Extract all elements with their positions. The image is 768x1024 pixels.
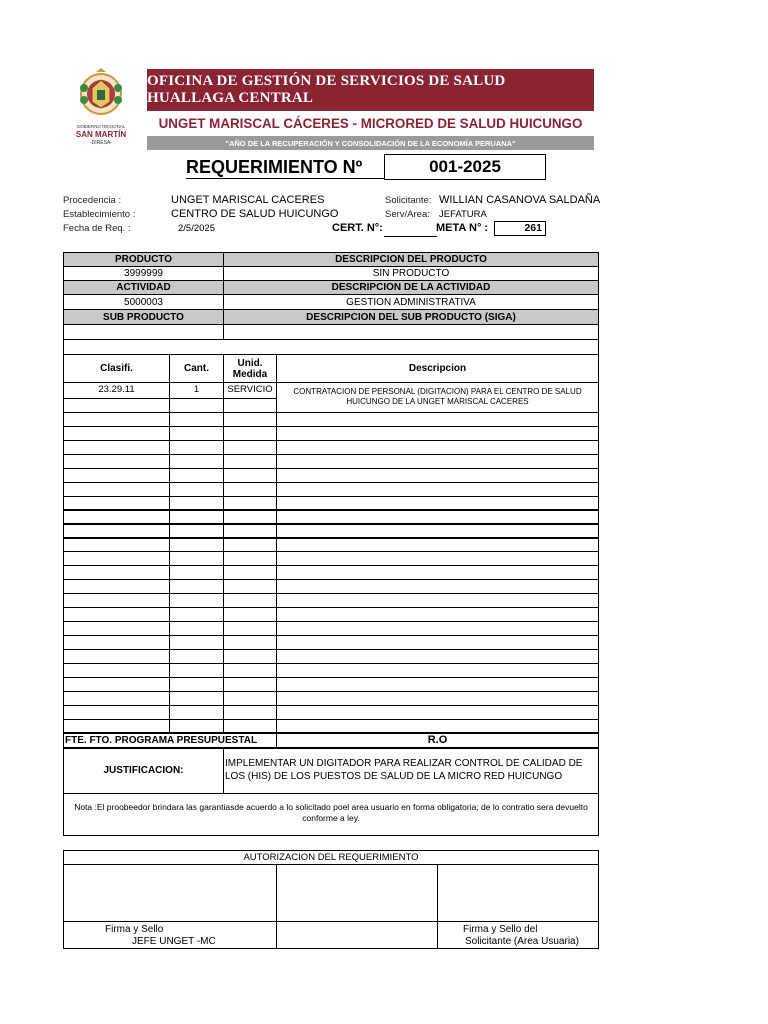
auth-title: AUTORIZACION DEL REQUERIMIENTO	[63, 850, 599, 865]
regional-government-logo	[70, 66, 132, 152]
nota: Nota :El proobeedor brindara las garantiasde acuerdo a lo solicitado poel area usuario en forma obligatoria; de lo contratio sera devuelto conforme a ley.	[63, 793, 599, 836]
requirement-table	[63, 252, 599, 836]
requerimiento-number: 001-2025	[384, 154, 546, 180]
empty-cell	[63, 426, 170, 441]
empty-cell	[276, 440, 599, 455]
col-unid-header: Unid. Medida	[223, 354, 277, 383]
empty-cell	[223, 398, 277, 413]
empty-cell	[63, 496, 170, 511]
empty-cell	[223, 705, 277, 720]
firma-solic-line2: Solicitante (Area Usuaria)	[465, 936, 579, 947]
empty-cell	[276, 412, 599, 427]
item-clasif: 23.29.11	[63, 382, 170, 399]
meta-value: 261	[494, 221, 546, 236]
fecha-label: Fecha de Req. :	[63, 223, 131, 234]
empty-cell	[223, 649, 277, 664]
firma-solicitante	[437, 921, 599, 949]
auth-sign-box-solicitante	[437, 864, 599, 922]
col-clasif-header: Clasifi.	[63, 354, 170, 383]
empty-cell	[223, 426, 277, 441]
empty-cell	[169, 398, 224, 413]
empty-cell	[63, 412, 170, 427]
empty-cell	[63, 538, 170, 553]
subproducto-desc-header: DESCRIPCION DEL SUB PRODUCTO (SIGA)	[223, 309, 599, 325]
justificacion-value: IMPLEMENTAR UN DIGITADOR PARA REALIZAR CONTROL DE CALIDAD DE LOS (HIS) DE LOS PUESTOS DE SALUD DE LA MICRO RED HUICUNGO	[223, 747, 599, 794]
empty-cell	[169, 705, 224, 720]
empty-cell	[276, 468, 599, 483]
empty-cell	[223, 663, 277, 678]
empty-cell	[169, 663, 224, 678]
empty-cell	[276, 663, 599, 678]
empty-cell	[169, 677, 224, 692]
empty-cell	[169, 691, 224, 706]
cert-label: CERT. N°:	[332, 222, 383, 234]
servarea-label: Serv/Area:	[385, 209, 430, 220]
actividad-value: 5000003	[63, 294, 224, 310]
empty-cell	[223, 468, 277, 483]
empty-cell	[276, 551, 599, 566]
empty-cell	[63, 607, 170, 622]
actividad-header: ACTIVIDAD	[63, 280, 224, 295]
empty-cell	[276, 677, 599, 692]
empty-cell	[169, 524, 224, 539]
empty-cell	[276, 482, 599, 497]
subproducto-value	[63, 324, 224, 340]
empty-cell	[276, 496, 599, 511]
empty-cell	[169, 426, 224, 441]
procedencia-value: UNGET MARISCAL CACERES	[171, 194, 325, 206]
empty-cell	[223, 565, 277, 580]
producto-header: PRODUCTO	[63, 252, 224, 267]
empty-cell	[223, 593, 277, 608]
firma-jefe-line1: Firma y Sello	[105, 924, 164, 935]
cert-blank-line	[384, 236, 437, 237]
actividad-desc-value: GESTION ADMINISTRATIVA	[223, 294, 599, 310]
empty-cell	[63, 579, 170, 594]
subproducto-desc-value	[223, 324, 599, 340]
empty-cell	[276, 510, 599, 525]
empty-cell	[276, 691, 599, 706]
empty-cell	[169, 649, 224, 664]
item-desc: CONTRATACION DE PERSONAL (DIGITACION) PARA EL CENTRO DE SALUD HUICUNGO DE LA UNGET MARISCAL CACERES	[276, 382, 599, 413]
establecimiento-value: CENTRO DE SALUD HUICUNGO	[171, 208, 339, 220]
empty-cell	[276, 426, 599, 441]
empty-cell	[169, 621, 224, 636]
producto-value: 3999999	[63, 266, 224, 281]
logo-text-line3: -DIRESA-	[90, 140, 112, 146]
empty-cell	[169, 593, 224, 608]
firma-middle	[276, 921, 438, 949]
fte-label: FTE. FTO. PROGRAMA PRESUPUESTAL	[63, 732, 277, 749]
empty-cell	[276, 454, 599, 469]
empty-cell	[63, 649, 170, 664]
empty-cell	[223, 635, 277, 650]
firma-jefe-line2: JEFE UNGET -MC	[132, 936, 216, 947]
procedencia-label: Procedencia :	[63, 195, 122, 206]
auth-sign-box-jefe	[63, 864, 277, 922]
empty-cell	[63, 621, 170, 636]
empty-cell	[223, 524, 277, 539]
item-cant: 1	[169, 382, 224, 399]
empty-cell	[63, 551, 170, 566]
fecha-value: 2/5/2025	[178, 223, 215, 234]
empty-cell	[63, 524, 170, 539]
producto-desc-header: DESCRIPCION DEL PRODUCTO	[223, 252, 599, 267]
empty-cell	[63, 691, 170, 706]
authorization-table	[63, 850, 599, 949]
servarea-value: JEFATURA	[439, 209, 487, 220]
empty-cell	[63, 663, 170, 678]
empty-cell	[63, 635, 170, 650]
empty-cell	[276, 579, 599, 594]
empty-cell	[63, 440, 170, 455]
empty-cell	[276, 621, 599, 636]
empty-cell	[169, 565, 224, 580]
solicitante-label: Solicitante:	[385, 195, 432, 206]
empty-cell	[223, 510, 277, 525]
empty-cell	[223, 579, 277, 594]
meta-label: META N° :	[436, 222, 489, 234]
empty-cell	[169, 482, 224, 497]
empty-cell	[63, 482, 170, 497]
requerimiento-label: REQUERIMIENTO Nº	[186, 157, 363, 177]
empty-cell	[223, 412, 277, 427]
empty-cell	[63, 510, 170, 525]
empty-cell	[223, 607, 277, 622]
empty-cell	[223, 496, 277, 511]
empty-cell	[169, 635, 224, 650]
title-underline	[186, 178, 384, 179]
empty-cell	[63, 454, 170, 469]
empty-cell	[276, 649, 599, 664]
empty-cell	[169, 468, 224, 483]
empty-cell	[63, 468, 170, 483]
empty-cell	[223, 677, 277, 692]
establecimiento-label: Establecimiento :	[63, 209, 136, 220]
banner-slogan: "AÑO DE LA RECUPERACIÓN Y CONSOLIDACIÓN DE LA ECONOMÍA PERUANA"	[147, 136, 594, 150]
empty-cell	[276, 705, 599, 720]
actividad-desc-header: DESCRIPCION DE LA ACTIVIDAD	[223, 280, 599, 295]
empty-cell	[223, 621, 277, 636]
empty-cell	[63, 705, 170, 720]
firma-jefe	[63, 921, 277, 949]
empty-cell	[276, 538, 599, 553]
empty-cell	[276, 607, 599, 622]
empty-cell	[63, 398, 170, 413]
empty-cell	[169, 412, 224, 427]
empty-cell	[63, 565, 170, 580]
subproducto-header: SUB PRODUCTO	[63, 309, 224, 325]
empty-cell	[63, 593, 170, 608]
empty-cell	[169, 551, 224, 566]
empty-cell	[223, 454, 277, 469]
logo-text-line2: SAN MARTÍN	[75, 130, 127, 139]
empty-cell	[169, 496, 224, 511]
banner-title: OFICINA DE GESTIÓN DE SERVICIOS DE SALUD HUALLAGA CENTRAL	[147, 69, 594, 111]
empty-cell	[169, 454, 224, 469]
solicitante-value: WILLIAN CASANOVA SALDAÑA	[439, 194, 601, 206]
empty-cell	[169, 607, 224, 622]
empty-cell	[63, 677, 170, 692]
auth-sign-box-middle	[276, 864, 438, 922]
empty-cell	[169, 579, 224, 594]
logo-text-line1: GOBIERNO REGIONAL	[76, 124, 126, 129]
empty-cell	[169, 440, 224, 455]
firma-solic-line1: Firma y Sello del	[463, 924, 538, 935]
col-cant-header: Cant.	[169, 354, 224, 383]
empty-cell	[223, 538, 277, 553]
justificacion-label: JUSTIFICACION:	[63, 747, 224, 794]
empty-cell	[223, 551, 277, 566]
col-desc-header: Descripcion	[276, 354, 599, 383]
empty-cell	[223, 691, 277, 706]
banner-subtitle: UNGET MARISCAL CÁCERES - MICRORED DE SALUD HUICUNGO	[158, 116, 583, 131]
empty-cell	[276, 565, 599, 580]
blank-row	[63, 339, 599, 355]
empty-cell	[276, 593, 599, 608]
empty-cell	[276, 635, 599, 650]
empty-cell	[169, 510, 224, 525]
empty-cell	[169, 538, 224, 553]
empty-cell	[223, 440, 277, 455]
producto-desc-value: SIN PRODUCTO	[223, 266, 599, 281]
fte-value: R.O	[276, 732, 599, 749]
empty-cell	[223, 482, 277, 497]
item-unid: SERVICIO	[223, 382, 277, 399]
empty-cell	[276, 524, 599, 539]
